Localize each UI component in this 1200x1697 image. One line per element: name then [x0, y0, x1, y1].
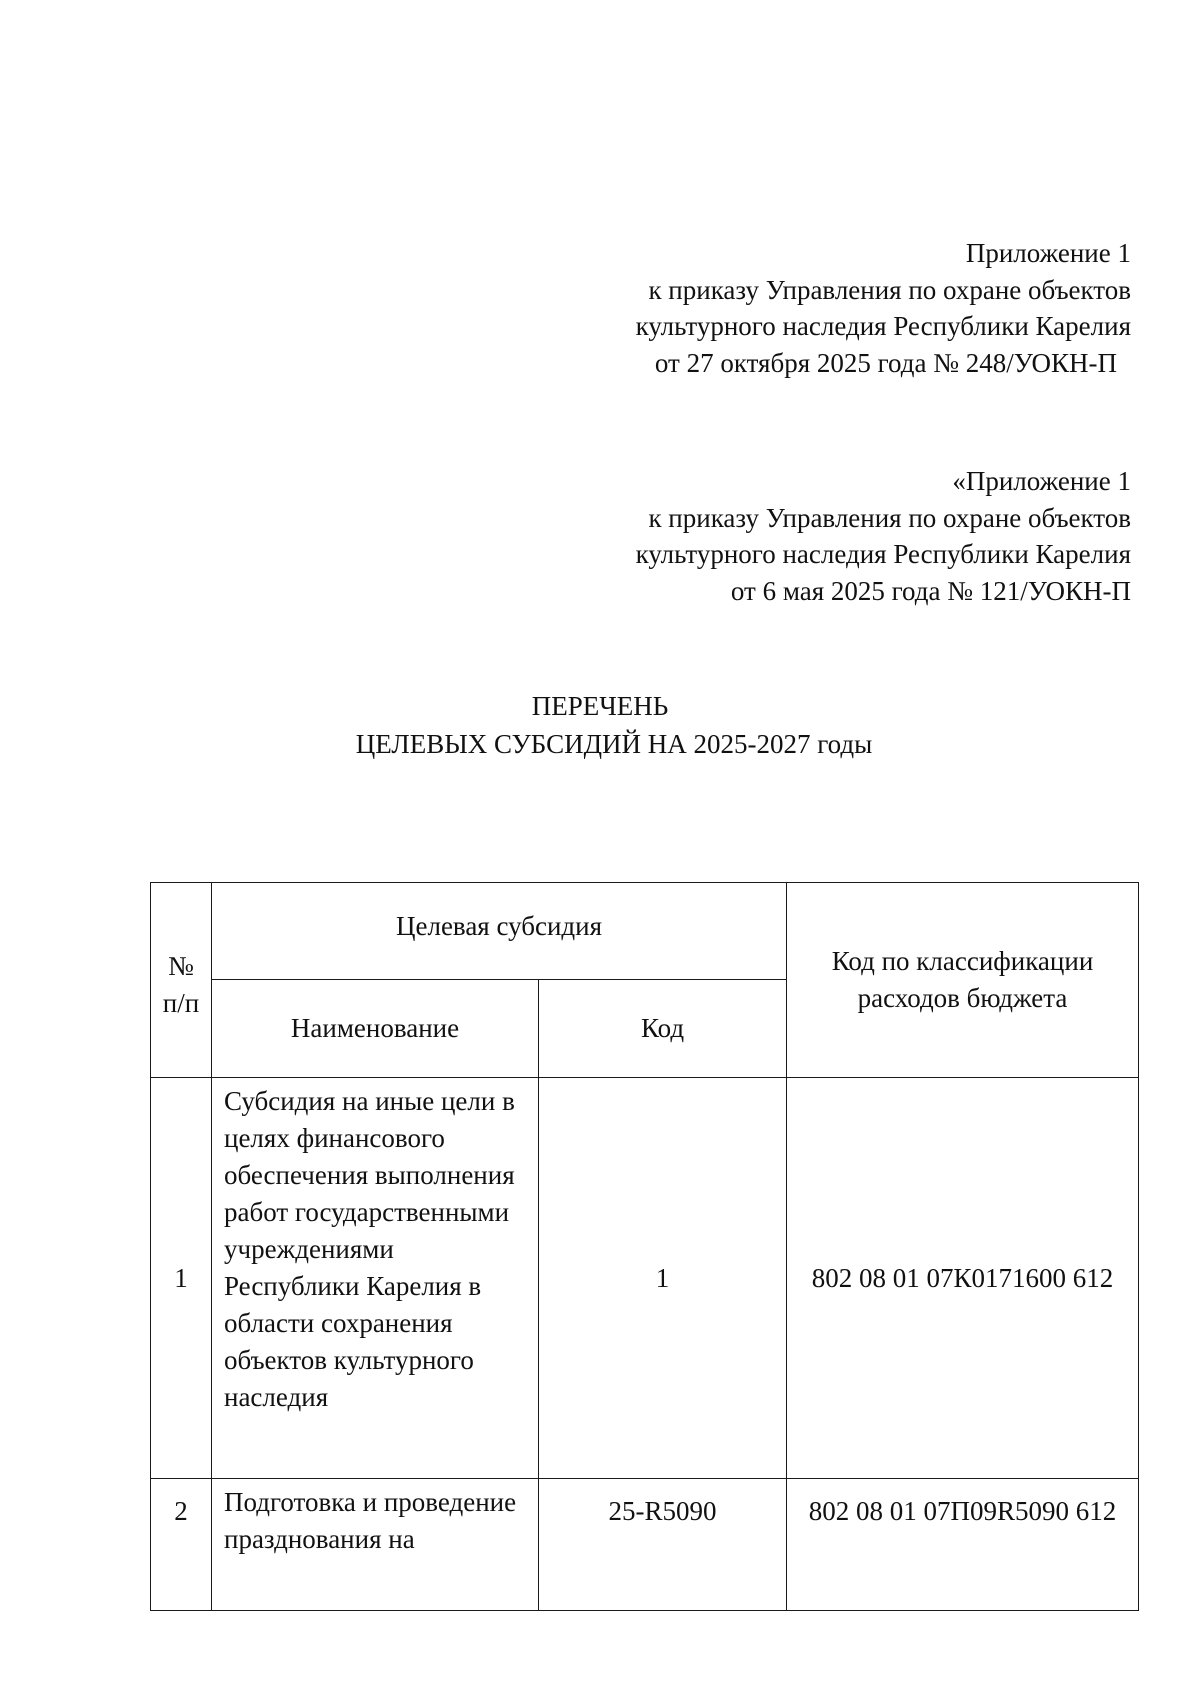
appendix-header-current [636, 235, 1131, 381]
row-number: 1 [151, 1078, 212, 1479]
document-title [0, 687, 1200, 763]
row-number: 2 [151, 1479, 212, 1611]
table-header-row [151, 883, 1139, 980]
row-budget-code: 802 08 01 07К0171600 612 [787, 1078, 1139, 1479]
header-number [151, 883, 212, 1078]
appendix-order-ref: к приказу Управления по охране объектов [648, 274, 1131, 305]
header-budget-code-line1: Код по классификации [831, 946, 1094, 976]
header-code: Код [539, 980, 787, 1078]
row-code: 1 [539, 1078, 787, 1479]
appendix-title: «Приложение 1 [952, 466, 1131, 496]
document-title-sub: ЦЕЛЕВЫХ СУБСИДИЙ НА 2025-2027 годы [355, 729, 873, 759]
appendix-authority: культурного наследия Республики Карелия [635, 539, 1131, 569]
row-name: Подготовка и проведение празднования на [224, 1487, 517, 1554]
appendix-authority: культурного наследия Республики Карелия [635, 311, 1131, 341]
appendix-title: Приложение 1 [965, 238, 1131, 268]
table-row [151, 1078, 1139, 1479]
appendix-date: от 6 мая 2025 года № 121/УОКН-П [730, 575, 1131, 606]
header-number-line2: п/п [162, 988, 200, 1018]
header-number-line1: № [168, 951, 194, 981]
row-name-cell [212, 1479, 539, 1611]
header-budget-code [787, 883, 1139, 1078]
row-budget-code: 802 08 01 07П09R5090 612 [787, 1479, 1139, 1611]
row-code: 25-R5090 [539, 1479, 787, 1611]
header-budget-code-line2: расходов бюджета [857, 983, 1068, 1013]
row-name: Субсидия на иные цели в целях финансового обеспечения выполнения работ государственными учреждениями Республики Карелия в области сохранения объектов культурного наследия [212, 1078, 539, 1479]
document-title-main: ПЕРЕЧЕНЬ [531, 691, 669, 721]
header-name: Наименование [212, 980, 539, 1078]
appendix-order-ref: к приказу Управления по охране объектов [648, 502, 1131, 533]
appendix-header-previous [636, 463, 1131, 609]
table-row [151, 1479, 1139, 1611]
appendix-date: от 27 октября 2025 года № 248/УОКН-П [654, 347, 1117, 378]
header-target-subsidy: Целевая субсидия [212, 883, 787, 980]
subsidies-table [150, 882, 1139, 1611]
